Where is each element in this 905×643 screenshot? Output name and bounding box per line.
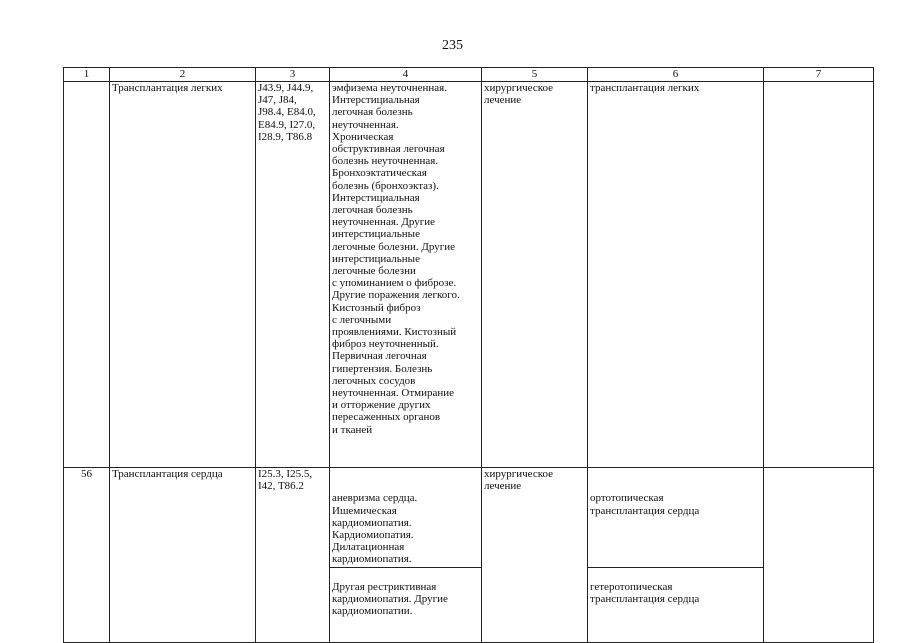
procedure-name: Трансплантация сердца: [110, 468, 256, 643]
diagnosis-part: Другая рестриктивная кардиомиопатия. Другие кардиомиопатии.: [332, 580, 448, 618]
column-7-cell: [764, 82, 874, 468]
column-header: 6: [588, 68, 764, 82]
treatment-type: хирургическое лечение: [482, 468, 588, 643]
method-part: гетеротопическая трансплантация сердца: [590, 580, 700, 605]
treatment-method: [588, 468, 764, 643]
procedure-name: Трансплантация легких: [110, 82, 256, 468]
column-header: 2: [110, 68, 256, 82]
table-row: [64, 468, 874, 643]
row-number: 56: [64, 468, 110, 643]
column-header: 1: [64, 68, 110, 82]
icd-codes: J43.9, J44.9, J47, J84, J98.4, E84.0, E84.9, I27.0, I28.9, T86.8: [256, 82, 330, 468]
treatment-type: хирургическое лечение: [482, 82, 588, 468]
icd-codes: I25.3, I25.5, I42, T86.2: [256, 468, 330, 643]
page-number: 235: [442, 38, 463, 53]
diagnosis: эмфизема неуточненная. Интерстициальная легочная болезнь неуточненная. Хроническая обструктивная легочная болезнь неуточненная. Бронхоэктатическая болезнь (бронхоэктаз). Интерстициальная легочная болезнь неуточненная. Другие интерстициальные легочные болезни. Другие интерстициальные легочные болезни с упоминанием о фиброзе. Другие поражения легкого. Кистозный фиброз с легочными проявлениями. Кистозный фиброз неуточненный. Первичная легочная гипертензия. Болезнь легочных сосудов неуточненная. Отмирание и отторжение других пересаженных органов и тканей: [330, 82, 482, 468]
column-header: 7: [764, 68, 874, 82]
column-header: 5: [482, 68, 588, 82]
method-part: ортотопическая трансплантация сердца: [588, 492, 763, 568]
row-number: [64, 82, 110, 468]
column-header: 3: [256, 68, 330, 82]
column-header: 4: [330, 68, 482, 82]
table-header-row: [64, 68, 874, 82]
diagnosis: [330, 468, 482, 643]
column-7-cell: [764, 468, 874, 643]
procedures-table: [63, 67, 874, 643]
diagnosis-part: аневризма сердца. Ишемическая кардиомиопатия. Кардиомиопатия. Дилатационная кардиомиопатия.: [330, 492, 481, 568]
table-row: [64, 82, 874, 468]
treatment-method: трансплантация легких: [588, 82, 764, 468]
